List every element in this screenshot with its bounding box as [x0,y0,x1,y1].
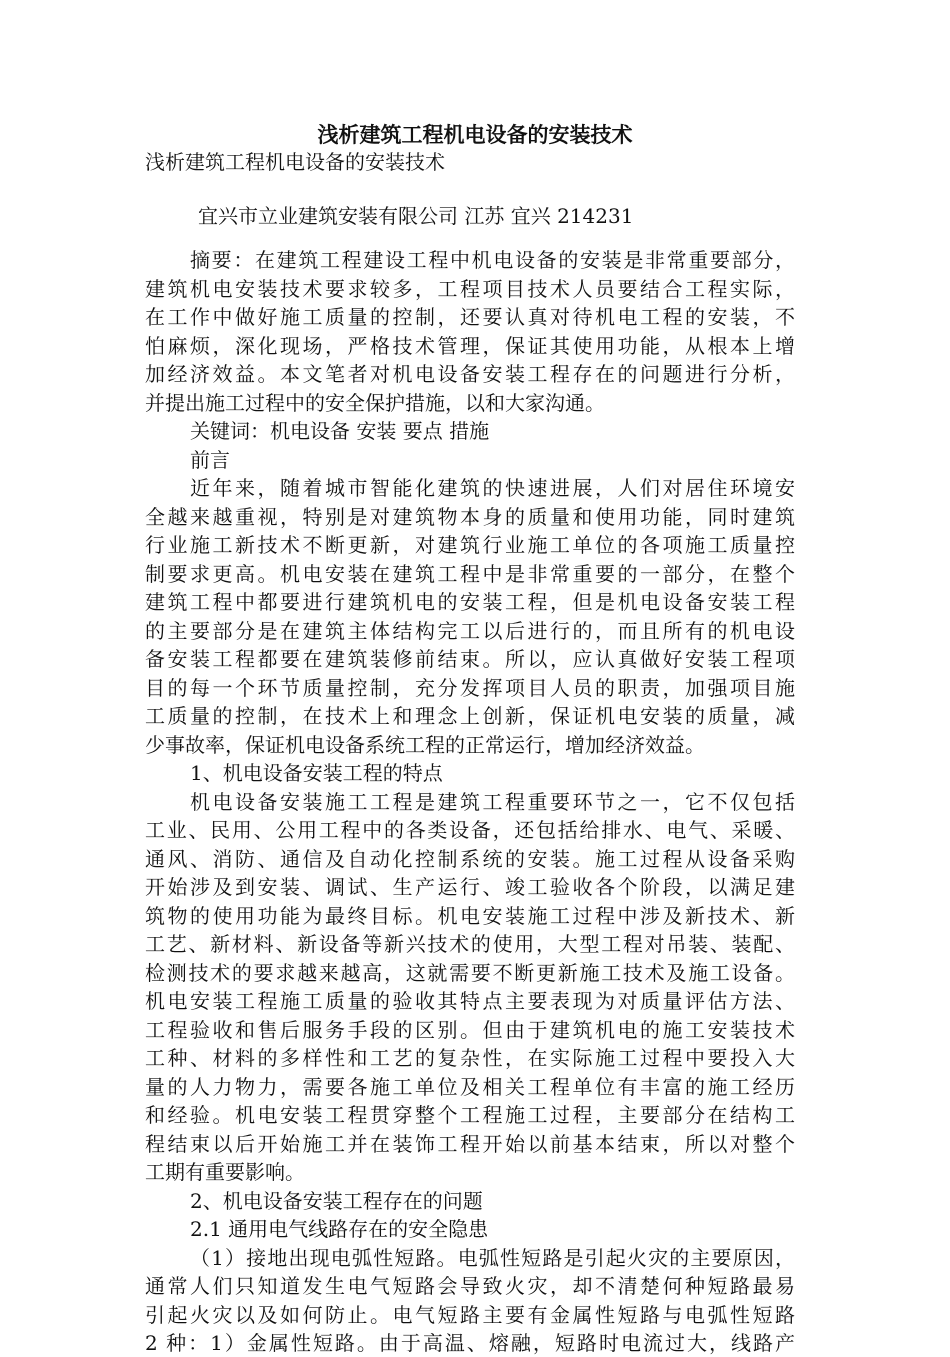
preface-line: 行业施工新技术不断更新，对建筑行业施工单位的各项施工质量控 [145,533,795,557]
section1-line: 开始涉及到安装、调试、生产运行、竣工验收各个阶段，以满足建 [145,875,795,899]
affiliation: 宜兴市立业建筑安装有限公司 江苏 宜兴 214231 [198,204,634,228]
section1-line: 工程验收和售后服务手段的区别。但由于建筑机电的施工安装技术 [145,1017,795,1042]
section2-1-line: （1）接地出现电弧性短路。电弧性短路是引起火灾的主要原因， [190,1245,795,1270]
preface-line: 工质量的控制，在技术上和理念上创新，保证机电安装的质量，减 [145,704,795,728]
section1-line: 程结束以后开始施工并在装饰工程开始以前基本结束，所以对整个 [145,1131,795,1156]
preface-heading: 前言 [190,447,230,472]
keywords: 关键词：机电设备 安装 要点 措施 [190,419,490,443]
section1-line: 和经验。机电安装工程贯穿整个工程施工过程，主要部分在结构工 [145,1103,795,1127]
abstract-line: 加经济效益。本文笔者对机电设备安装工程存在的问题进行分析， [145,362,795,386]
abstract-line: 并提出施工过程中的安全保护措施，以和大家沟通。 [145,390,605,415]
preface-line: 近年来，随着城市智能化建筑的快速进展，人们对居住环境安 [190,476,795,500]
page-title: 浅析建筑工程机电设备的安装技术 [317,123,633,147]
section-heading: 2、机电设备安装工程存在的问题 [190,1188,483,1213]
subtitle: 浅析建筑工程机电设备的安装技术 [145,150,445,174]
section1-line: 工艺、新材料、新设备等新兴技术的使用，大型工程对吊装、装配、 [145,932,795,956]
section1-line: 机电设备安装施工工程是建筑工程重要环节之一，它不仅包括 [190,789,795,814]
abstract-line: 怕麻烦，深化现场，严格技术管理，保证其使用功能，从根本上增 [145,333,795,358]
section1-line: 检测技术的要求越来越高，这就需要不断更新施工技术及施工设备。 [145,960,795,985]
preface-line: 备安装工程都要在建筑装修前结束。所以，应认真做好安装工程项 [145,647,795,671]
subsection-heading: 2.1 通用电气线路存在的安全隐患 [190,1217,489,1241]
preface-line: 制要求更高。机电安装在建筑工程中是非常重要的一部分，在整个 [145,561,795,586]
preface-line: 少事故率，保证机电设备系统工程的正常运行，增加经济效益。 [145,732,705,757]
section1-line: 筑物的使用功能为最终目标。机电安装施工过程中涉及新技术、新 [145,903,795,928]
section1-line: 通风、消防、通信及自动化控制系统的安装。施工过程从设备采购 [145,846,795,871]
section-heading: 1、机电设备安装工程的特点 [190,761,443,785]
abstract-line: 建筑机电安装技术要求较多，工程项目技术人员要结合工程实际， [145,276,795,301]
section1-line: 量的人力物力，需要各施工单位及相关工程单位有丰富的施工经历 [145,1074,795,1099]
section1-line: 工种、材料的多样性和工艺的复杂性，在实际施工过程中要投入大 [145,1046,795,1070]
preface-line: 全越来越重视，特别是对建筑物本身的质量和使用功能，同时建筑 [145,504,795,529]
preface-line: 建筑工程中都要进行建筑机电的安装工程，但是机电设备安装工程 [145,590,795,614]
section2-1-line: 通常人们只知道发生电气短路会导致火灾，却不清楚何种短路最易 [145,1274,795,1298]
section2-1-line: 引起火灾以及如何防止。电气短路主要有金属性短路与电弧性短路 [145,1302,795,1327]
abstract-line: 摘要：在建筑工程建设工程中机电设备的安装是非常重要部分， [190,248,795,272]
section2-1-line: 2 种：1）金属性短路。由于高温、熔融，短路时电流过大，线路产 [145,1331,795,1355]
section1-line: 机电安装工程施工质量的验收其特点主要表现为对质量评估方法、 [145,989,795,1013]
preface-line: 目的每一个环节质量控制，充分发挥项目人员的职责，加强项目施 [145,675,795,700]
section1-line: 工期有重要影响。 [145,1160,305,1184]
abstract-line: 在工作中做好施工质量的控制，还要认真对待机电工程的安装，不 [145,305,795,329]
preface-line: 的主要部分是在建筑主体结构完工以后进行的，而且所有的机电设 [145,618,795,643]
section1-line: 工业、民用、公用工程中的各类设备，还包括给排水、电气、采暖、 [145,818,795,842]
